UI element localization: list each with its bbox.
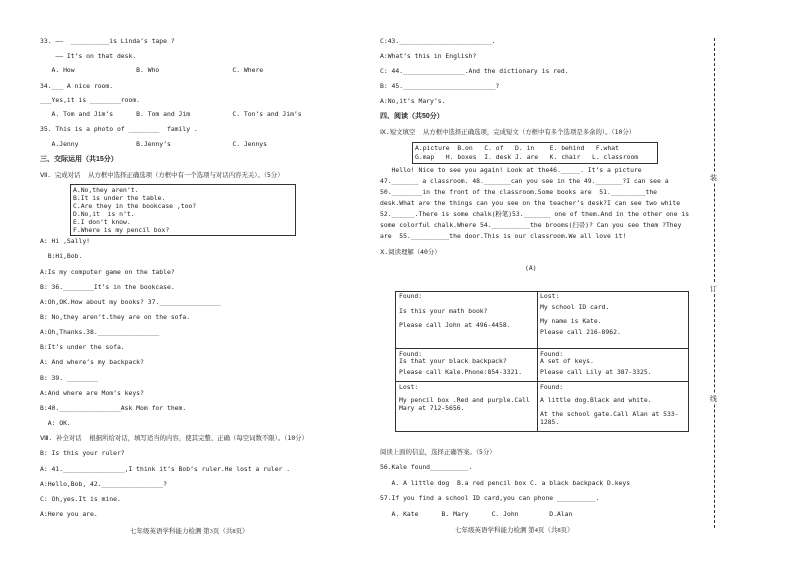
section-7-title: Ⅶ. 完成对话 从方框中选择正确选项（方框中有一个选项与对话内容无关）。（5分） (40, 171, 284, 179)
q34-line1: 34.___ A nice room. (40, 82, 114, 90)
passage-line: desk.What are the things can you see on the teacher’s desk?I can see two white (380, 199, 681, 207)
passage-line: Hello! Nice to see you again! Look at the46._____. It’s a picture (380, 166, 642, 174)
notice-text: Is this your math book? (399, 307, 488, 315)
dialog-line: B: 39. ________ (40, 374, 98, 382)
notice-text: Found: (540, 383, 564, 391)
dialog-line: B: 45.________________________? (380, 82, 500, 90)
dialog-line: B: 36.________It’s in the bookcase. (40, 283, 175, 291)
option-e: E.I don’t know. (73, 218, 131, 226)
dialog-line: A:What’s this in English? (380, 52, 477, 60)
binding-char: 装 (710, 175, 717, 182)
notice-text: A little dog.Black and white. (540, 396, 652, 404)
dialog-line: A: Hi ,Sally! (40, 237, 91, 245)
dialog-line: A:Hello,Bob, 42.________________? (40, 480, 167, 488)
dialog-line: A:And where are Mom’s keys? (40, 389, 144, 397)
dialog-line: B: No,they aren’t.they are on the sofa. (40, 313, 191, 321)
section-8-title: Ⅷ. 补全对话 根据所给对话，填写适当的内容，使其完整、正确（每空词数不限）。（10分） (40, 434, 308, 442)
section-4-title: 四、阅读（共50分） (380, 113, 444, 120)
notice-text: Please call Kale.Phone:854-3321. (399, 368, 523, 376)
option-f: F.Where is my pencil box? (73, 226, 170, 234)
notice-text: Please call 216-8962. (540, 328, 621, 336)
notice-text: Lost: (540, 292, 560, 300)
dialog-line: A:Here you are. (40, 510, 98, 518)
notice-text: Mary at 712-5656. (399, 404, 465, 412)
notice-text: 1285. (540, 418, 560, 426)
dialog-line: B:40.________________Ask Mom for them. (40, 404, 187, 412)
part-a-label: (A) (525, 264, 537, 272)
option-c: C.Are they in the bookcase ,too? (73, 202, 197, 210)
dialog-line: A: 41.________________,I think it’s Bob’s ruler.He lost a ruler . (40, 465, 291, 473)
dialog-line: B: Is this your ruler? (40, 449, 125, 457)
dialog-line: A: OK. (40, 419, 71, 427)
passage-line: 52.______.There is some chalk(粉笔)53._______ one of them.And in the other one is (380, 210, 690, 218)
notice-text: Please call John at 496-4458. (399, 321, 511, 329)
q56-options: A. A little dog B.a red pencil box C. a black backpack D.keys (380, 479, 631, 487)
q35-options: A.Jenny B.Jenny’s C. Jennys (40, 140, 268, 148)
notice-text: At the school gate.Call Alan at 533- (540, 410, 679, 418)
reading-instruction: 阅读上面的信息，选择正确答案。（5分） (380, 448, 496, 456)
section-9-title: Ⅸ.短文填空 从方框中选择正确选项，完成短文（方框中有多个选项是多余的）。（10分） (380, 128, 636, 136)
section-3-title: 三、交际运用（共15分） (40, 156, 118, 163)
notice-text: Is that your black backpack? (399, 357, 507, 365)
notice-text: Found: (399, 350, 423, 358)
q57-options: A. Kate B. Mary C. John D.Alan (380, 510, 573, 518)
dialog-line: C: Oh,yes.It is mine. (40, 495, 121, 503)
dialog-line: B:It’s under the sofa. (40, 343, 125, 351)
word-bank-row: G.map H. boxes I. desk J. are K. chair L. classroom (415, 153, 639, 161)
binding-char: 线 (710, 396, 717, 403)
dialog-line: A:Oh,Thanks.38.________________ (40, 328, 160, 336)
option-d: D.No,it is n’t. (73, 210, 135, 218)
passage-line: some colorful chalk.Where 54.__________the brooms(扫帚)? Can you see them ?They (380, 221, 682, 229)
page-footer-right: 七年级英语学科能力检测 第4页（共8页） (455, 527, 574, 534)
notice-text: Found: (399, 292, 423, 300)
passage-line: 47._______ a classroom. 48._______can you see in the 49._______?I can see a (380, 177, 669, 185)
notice-text: A set of keys. (540, 357, 594, 365)
dialog-line: A: And where’s my backpack? (40, 358, 144, 366)
option-a: A.No,they aren’t. (73, 186, 139, 194)
dialog-line: A:Oh,OK.How about my books? 37.________________ (40, 298, 221, 306)
notice-text: Please call Lily at 387-3325. (540, 368, 652, 376)
grid-divider (395, 381, 688, 382)
binding-line (714, 38, 715, 528)
notice-text: Lost: (399, 383, 419, 391)
dialog-line: A:No,it’s Mary’s. (380, 97, 446, 105)
q33-options: A. How B. Who C. Where (40, 66, 264, 74)
passage-line: 50.________in the front of the classroom.Some books are 51._________the (380, 188, 658, 196)
q34-options: A. Tom and Jim’s B. Tom and Jim C. Ton’s and Jim’s (40, 110, 302, 118)
grid-divider (395, 348, 688, 349)
notice-text: My school ID card. (540, 303, 610, 311)
q33-line1: 33. —— __________is Linda’s tape ? (40, 37, 175, 45)
word-bank-row: A.picture B.on C. of D. in E. behind F.what (415, 144, 619, 152)
q35-line1: 35. This is a photo of ________ family . (40, 125, 198, 133)
q56-line: 56.Kale found__________. (380, 463, 473, 471)
binding-char: 订 (710, 286, 717, 293)
dialog-line: B:Hi,Bob. (40, 252, 83, 260)
grid-divider (537, 291, 538, 431)
section-10-title: Ⅹ.阅读理解（40分） (380, 248, 441, 256)
q33-line2: —— It’s on that desk. (40, 52, 137, 60)
notice-text: My pencil box .Red and purple.Call (399, 396, 530, 404)
option-b: B.It is under the table. (73, 194, 166, 202)
dialog-line: C: 44.________________.And the dictionary is red. (380, 67, 569, 75)
page-footer-left: 七年级英语学科能力检测 第3页（共8页） (130, 528, 249, 535)
dialog-line: C:43.________________________. (380, 37, 496, 45)
dialog-line: A:Is my computer game on the table? (40, 268, 175, 276)
q57-line: 57.If you find a school ID card,you can phone __________. (380, 494, 600, 502)
passage-line: are 55.__________the door.This is our classroom.We all love it! (380, 232, 627, 240)
word-bank-box (412, 142, 658, 164)
notice-text: My name is Kate. (540, 317, 602, 325)
notice-text: Found: (540, 350, 564, 358)
q34-line2: ___Yes,it is ________room. (40, 96, 141, 104)
options-box-7 (70, 184, 296, 236)
